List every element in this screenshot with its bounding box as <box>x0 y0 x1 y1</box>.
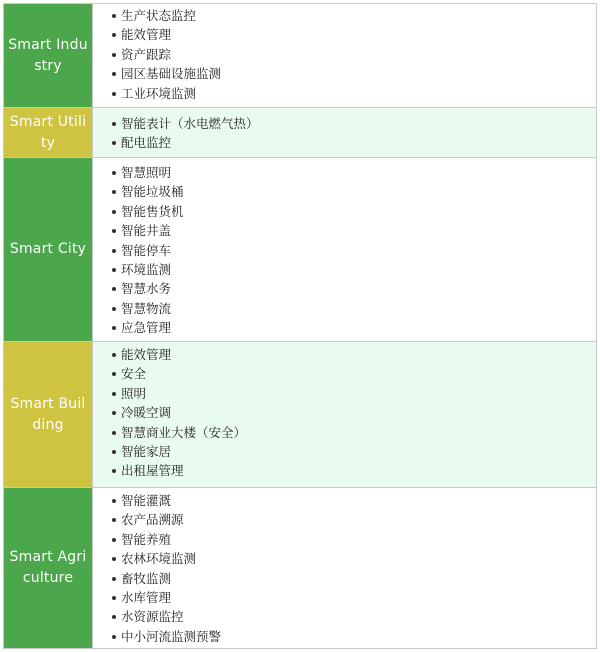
list-item: 安全 <box>121 364 596 383</box>
items-cell <box>92 4 596 107</box>
list-item: 智能垃圾桶 <box>121 182 596 201</box>
items-cell <box>92 108 596 157</box>
category-cell: Smart City <box>4 158 92 341</box>
item-list <box>121 345 596 481</box>
list-item: 智慧水务 <box>121 279 596 298</box>
list-item: 农林环境监测 <box>121 549 596 568</box>
list-item: 智慧物流 <box>121 299 596 318</box>
category-cell: Smart Industry <box>4 4 92 107</box>
list-item: 冷暖空调 <box>121 403 596 422</box>
item-list <box>121 114 596 153</box>
table-row-smart-industry <box>4 4 596 108</box>
category-cell: Smart Building <box>4 342 92 487</box>
list-item: 水库管理 <box>121 588 596 607</box>
table-row-smart-agriculture <box>4 488 596 648</box>
list-item: 应急管理 <box>121 318 596 337</box>
list-item: 智能表计（水电燃气热） <box>121 114 596 133</box>
item-list <box>121 6 596 103</box>
list-item: 智慧照明 <box>121 163 596 182</box>
category-cell: Smart Utility <box>4 108 92 157</box>
list-item: 智能停车 <box>121 241 596 260</box>
list-item: 能效管理 <box>121 25 596 44</box>
list-item: 出租屋管理 <box>121 461 596 480</box>
list-item: 水资源监控 <box>121 607 596 626</box>
list-item: 生产状态监控 <box>121 6 596 25</box>
application-table <box>3 3 597 649</box>
table-row-smart-building <box>4 342 596 488</box>
list-item: 智能井盖 <box>121 221 596 240</box>
table-row-smart-utility <box>4 108 596 158</box>
list-item: 园区基础设施监测 <box>121 64 596 83</box>
list-item: 工业环境监测 <box>121 84 596 103</box>
list-item: 智能售货机 <box>121 202 596 221</box>
category-cell: Smart Agriculture <box>4 488 92 648</box>
list-item: 农产品溯源 <box>121 510 596 529</box>
list-item: 智慧商业大楼（安全） <box>121 423 596 442</box>
items-cell <box>92 488 596 648</box>
list-item: 能效管理 <box>121 345 596 364</box>
list-item: 照明 <box>121 384 596 403</box>
list-item: 配电监控 <box>121 133 596 152</box>
list-item: 中小河流监测预警 <box>121 627 596 646</box>
list-item: 资产跟踪 <box>121 45 596 64</box>
list-item: 智能灌溉 <box>121 491 596 510</box>
list-item: 环境监测 <box>121 260 596 279</box>
list-item: 智能家居 <box>121 442 596 461</box>
list-item: 智能养殖 <box>121 530 596 549</box>
item-list <box>121 163 596 338</box>
list-item: 畜牧监测 <box>121 569 596 588</box>
items-cell <box>92 342 596 487</box>
items-cell <box>92 158 596 341</box>
table-row-smart-city <box>4 158 596 342</box>
item-list <box>121 491 596 646</box>
